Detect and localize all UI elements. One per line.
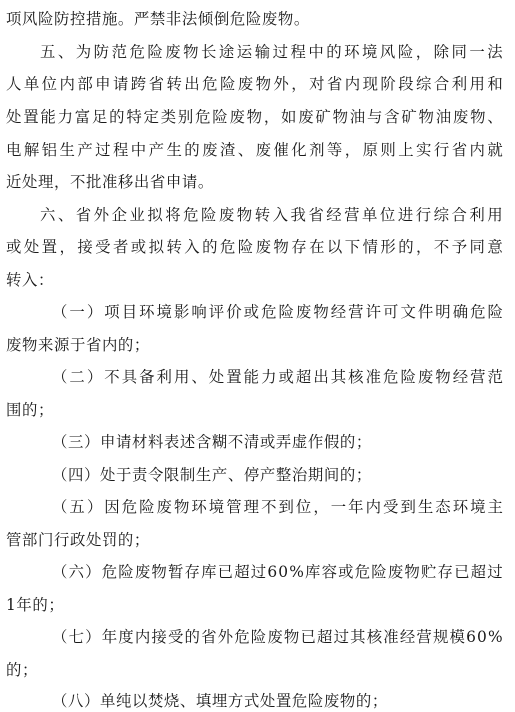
text-line: 的； <box>6 661 38 679</box>
text-line: 六 、 省 外 企 业 拟 将 危 险 废 物 转 入 我 省 经 营 单 位 进 行 综 合 利 用 <box>40 206 503 224</box>
text-line: 项风险防控措施。严禁非法倾倒危险废物。 <box>6 10 310 28</box>
text-line: 管部门行政处罚的； <box>6 531 150 549</box>
text-line: 废物来源于省内的； <box>6 336 150 354</box>
text-line: 围的； <box>6 401 54 419</box>
text-line: （ 二 ） 不 具 备 利 用 、 处 置 能 力 或 超 出 其 核 准 危 险 废 物 经 营 范 <box>52 368 503 386</box>
text-line: 1年的； <box>6 596 65 614</box>
text-line: （ 七 ） 年 度 内 接 受 的 省 外 危 险 废 物 已 超 过 其 核 准 经 营 规 模 6 0 % <box>52 628 503 646</box>
text-line: （三）申请材料表述含糊不清或弄虚作假的； <box>52 433 372 451</box>
text-line: 或 处 置 ， 接 受 者 或 拟 转 入 的 危 险 废 物 存 在 以 下 情 形 的 ， 不 予 同 意 <box>6 238 503 256</box>
text-line: （ 五 ） 因 危 险 废 物 环 境 管 理 不 到 位 ， 一 年 内 受 到 生 态 环 境 主 <box>52 498 503 516</box>
text-line: （四）处于责令限制生产、停产整治期间的； <box>52 466 372 484</box>
text-line: 近处理，不批准移出省申请。 <box>6 173 214 191</box>
text-line: （ 一 ） 项 目 环 境 影 响 评 价 或 危 险 废 物 经 营 许 可 文 件 明 确 危 险 <box>52 303 503 321</box>
text-line: 转入： <box>6 271 54 289</box>
text-line: （ 六 ） 危 险 废 物 暂 存 库 已 超 过 6 0 % 库 容 或 危 险 废 物 贮 存 已 超 过 <box>52 563 503 581</box>
text-line: 五 、 为 防 范 危 险 废 物 长 途 运 输 过 程 中 的 环 境 风 险 ， 除 同 一 法 <box>40 43 503 61</box>
text-line: （八）单纯以焚烧、填埋方式处置危险废物的； <box>52 692 388 710</box>
text-line: 处 置 能 力 富 足 的 特 定 类 别 危 险 废 物 ， 如 废 矿 物 油 与 含 矿 物 油 废 物 、 <box>6 108 503 126</box>
text-line: 电 解 铝 生 产 过 程 中 产 生 的 废 渣 、 废 催 化 剂 等 ， 原 则 上 实 行 省 内 就 <box>6 141 503 159</box>
text-line: 人 单 位 内 部 申 请 跨 省 转 出 危 险 废 物 外 ， 对 省 内 现 阶 段 综 合 利 用 和 <box>6 75 503 93</box>
